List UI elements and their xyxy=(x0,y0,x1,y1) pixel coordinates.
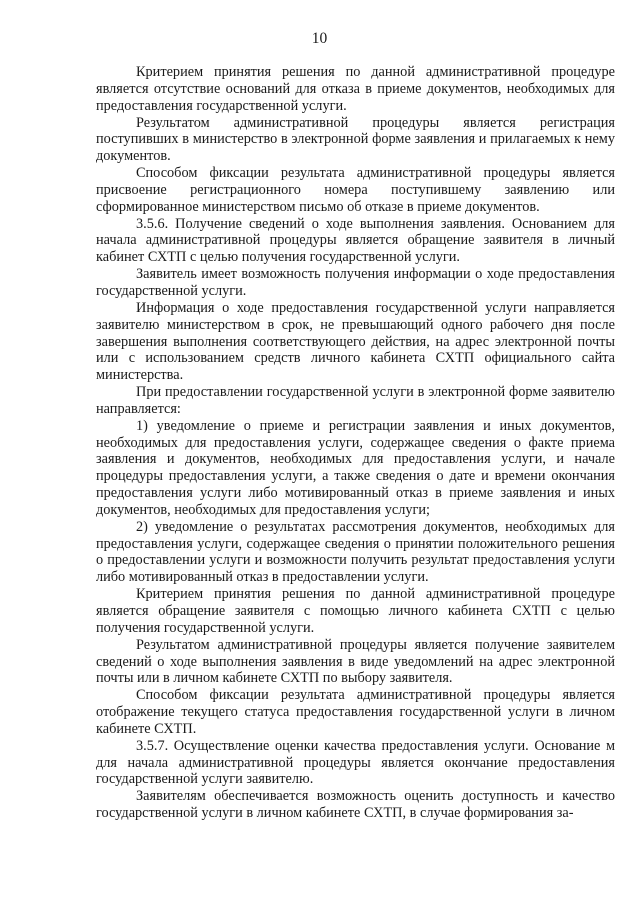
paragraph: Результатом административной процедуры является регистрация поступивших в министерство в электронной форме заявления и прилагаемых к нему документов. xyxy=(96,114,615,165)
list-item: 2) уведомление о результатах рассмотрения документов, необходимых для предоставления услуги, содержащее сведения о принятии положительного решения о предоставлении услуги и возможности получить результат предоставления услуги либо мотивированный отказ в предоставлении услуги. xyxy=(96,518,615,586)
paragraph: Заявителям обеспечивается возможность оценить доступность и качество государственной услуги в личном кабинете СХТП, в случае формирования за- xyxy=(96,788,615,822)
paragraph: Информация о ходе предоставления государственной услуги направляется заявителю министерством в срок, не превышающий одного рабочего дня после завершения выполнения соответствующего действия, на адрес электронной почты или с использованием средств личного кабинета СХТП официального сайта министерства. xyxy=(96,299,615,384)
list-item: 1) уведомление о приеме и регистрации заявления и иных документов, необходимых для предоставления услуги, содержащее сведения о факте приема заявления и документов, необходимых для предоставления услуги, и начале процедуры предоставления услуги, а также сведения о дате и времени окончания предоставления услуги либо мотивированный отказ в приеме заявления и иных документов, необходимых для предоставления услуги; xyxy=(96,417,615,518)
paragraph: 3.5.6. Получение сведений о ходе выполнения заявления. Основанием для начала административной процедуры является обращение заявителя в личный кабинет СХТП с целью получения государственной услуги. xyxy=(96,215,615,266)
paragraph: Критерием принятия решения по данной административной процедуре является обращение заявителя с помощью личного кабинета СХТП с целью получения государственной услуги. xyxy=(96,586,615,636)
paragraph: Критерием принятия решения по данной административной процедуре является отсутствие оснований для отказа в приеме документов, необходимых для предоставления государственной услуги. xyxy=(96,64,615,114)
document-body xyxy=(96,64,615,822)
page-number: 10 xyxy=(311,30,328,47)
paragraph: Способом фиксации результата административной процедуры является присвоение регистрационного номера поступившему заявлению или сформированное министерством письмо об отказе в приеме документов. xyxy=(96,165,615,215)
paragraph: Способом фиксации результата административной процедуры является отображение текущего статуса предоставления государственной услуги в личном кабинете СХТП. xyxy=(96,687,615,737)
paragraph: При предоставлении государственной услуги в электронной форме заявителю направляется: xyxy=(96,384,615,417)
paragraph: Заявитель имеет возможность получения информации о ходе предоставления государственной услуги. xyxy=(96,266,615,299)
paragraph: Результатом административной процедуры является получение заявителем сведений о ходе выполнения заявления в виде уведомлений на адрес электронной почты или в личном кабинете СХТП по выбору заявителя. xyxy=(96,636,615,687)
paragraph: 3.5.7. Осуществление оценки качества предоставления услуги. Основание м для начала административной процедуры является окончание предоставления государственной услуги заявителю. xyxy=(96,737,615,788)
